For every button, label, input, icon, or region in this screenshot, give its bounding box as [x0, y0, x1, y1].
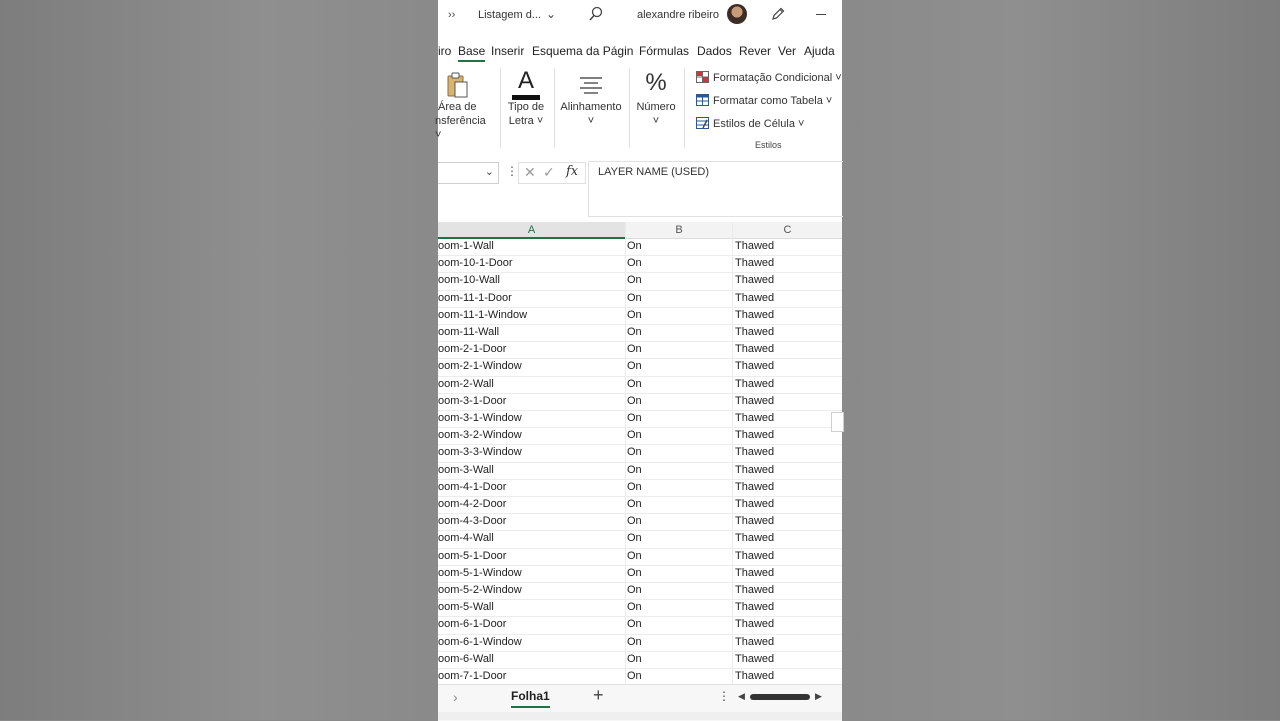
table-row: [438, 616, 842, 634]
cell-b[interactable]: On: [627, 498, 642, 510]
cell-styles-label: Estilos de Célula ˅: [713, 118, 805, 130]
table-row: [438, 462, 842, 480]
cell-a[interactable]: oom-3-Wall: [438, 463, 494, 476]
minimize-icon[interactable]: [816, 14, 826, 15]
cell-c[interactable]: Thawed: [735, 549, 775, 562]
formula-controls: [518, 162, 586, 184]
cell-styles-button[interactable]: [696, 117, 804, 130]
cell-c[interactable]: Thawed: [735, 670, 775, 682]
align-center-icon: [576, 70, 606, 100]
enter-icon[interactable]: ✓: [543, 164, 555, 180]
excel-app: [435, 0, 842, 720]
cell-a[interactable]: oom-6-Wall: [438, 652, 494, 665]
font-label-1: Tipo de: [507, 101, 545, 113]
cell-c[interactable]: Thawed: [735, 532, 775, 545]
cell-b[interactable]: On: [627, 618, 642, 631]
cell-c[interactable]: Thawed: [735, 257, 775, 270]
table-row: [438, 444, 842, 462]
search-icon[interactable]: [588, 6, 604, 22]
document-name[interactable]: Listagem d...: [478, 9, 541, 21]
cell-b[interactable]: On: [627, 670, 642, 682]
cell-a[interactable]: oom-1-Wall: [438, 240, 494, 252]
number-group[interactable]: [634, 68, 678, 128]
cell-b[interactable]: On: [627, 412, 642, 424]
cell-b[interactable]: On: [627, 343, 642, 356]
clipboard-group[interactable]: [435, 68, 494, 142]
cell-c[interactable]: Thawed: [735, 291, 775, 304]
cell-c[interactable]: Thawed: [735, 360, 775, 373]
cell-a[interactable]: oom-4-Wall: [438, 532, 494, 545]
cell-a[interactable]: oom-11-1-Window: [438, 308, 528, 321]
conditional-formatting-icon: [696, 71, 709, 83]
cell-b[interactable]: On: [627, 240, 642, 252]
cell-a[interactable]: oom-3-1-Door: [438, 394, 507, 407]
cell-a[interactable]: oom-4-1-Door: [438, 480, 507, 493]
tab-ver[interactable]: Ver: [778, 44, 797, 58]
table-row: [438, 599, 842, 617]
cell-a[interactable]: oom-11-Wall: [438, 326, 500, 338]
cell-c[interactable]: Thawed: [735, 377, 775, 390]
conditional-formatting-label: Formatação Condicional ˅: [713, 72, 842, 84]
number-label-2: ˅: [652, 115, 660, 127]
cell-b[interactable]: On: [627, 515, 642, 528]
alignment-group[interactable]: [558, 68, 624, 128]
pen-icon[interactable]: [770, 6, 786, 22]
table-row: [438, 668, 842, 685]
table-row: [438, 479, 842, 497]
cell-c[interactable]: Thawed: [735, 240, 775, 252]
chevron-down-icon[interactable]: ⌄: [484, 166, 494, 178]
title-bar: [438, 0, 842, 34]
horizontal-scrollbar[interactable]: [750, 694, 810, 700]
table-row: [438, 358, 842, 376]
cell-c[interactable]: Thawed: [735, 584, 775, 596]
cell-a[interactable]: oom-7-1-Door: [438, 670, 507, 682]
cell-b[interactable]: On: [627, 480, 642, 493]
scroll-left-icon[interactable]: ◀: [738, 691, 745, 701]
ribbon-divider: [500, 68, 501, 148]
cell-a[interactable]: oom-2-1-Door: [438, 343, 507, 356]
cell-c[interactable]: Thawed: [735, 601, 775, 614]
ribbon-divider: [554, 68, 555, 148]
table-row: [438, 427, 842, 445]
tab-file[interactable]: iro: [438, 44, 452, 58]
cell-b[interactable]: On: [627, 566, 642, 579]
cell-b[interactable]: On: [627, 291, 642, 304]
cell-b[interactable]: On: [627, 326, 642, 338]
table-row: [438, 393, 842, 411]
tab-ajuda[interactable]: Ajuda: [804, 44, 835, 58]
cell-a[interactable]: oom-10-1-Door: [438, 257, 513, 270]
cell-b[interactable]: On: [627, 377, 642, 390]
cell-a[interactable]: oom-5-1-Door: [438, 549, 507, 562]
cell-c[interactable]: Thawed: [735, 480, 775, 493]
cell-c[interactable]: Thawed: [735, 498, 775, 510]
cancel-icon[interactable]: ✕: [524, 164, 536, 180]
cell-c[interactable]: Thawed: [735, 326, 775, 338]
cell-c[interactable]: Thawed: [735, 618, 775, 631]
ribbon-divider: [684, 68, 685, 148]
cell-c[interactable]: Thawed: [735, 394, 775, 407]
tab-formulas[interactable]: Fórmulas: [639, 44, 690, 58]
tab-rever[interactable]: Rever: [739, 44, 772, 58]
blurred-backdrop-left: [0, 0, 438, 720]
formula-input[interactable]: [588, 161, 843, 217]
cell-c[interactable]: Thawed: [735, 652, 775, 665]
side-panel-handle[interactable]: [831, 412, 844, 432]
sheet-prev-icon[interactable]: ›: [453, 689, 458, 705]
cell-b[interactable]: On: [627, 308, 642, 321]
cell-a[interactable]: oom-3-3-Window: [438, 446, 522, 459]
format-as-table-button[interactable]: [696, 94, 832, 107]
cell-a[interactable]: oom-6-1-Window: [438, 635, 522, 648]
cell-b[interactable]: On: [627, 652, 642, 665]
cell-b[interactable]: On: [627, 584, 642, 596]
cell-c[interactable]: Thawed: [735, 274, 775, 287]
sheet-more-icon[interactable]: ⋮: [718, 689, 730, 703]
clipboard-label-1: Área de: [438, 101, 477, 113]
sheet-tab-folha1[interactable]: Folha1: [511, 689, 550, 708]
cell-b[interactable]: On: [627, 360, 642, 373]
table-row: [438, 341, 842, 359]
clipboard-label-2: nsferência ˅: [435, 115, 486, 141]
table-row: [438, 324, 842, 342]
tab-esquema[interactable]: Esquema da Págin: [532, 44, 634, 58]
table-row: [438, 634, 842, 652]
cell-b[interactable]: On: [627, 446, 642, 459]
alignment-label-1: Alinhamento: [560, 101, 622, 113]
table-row: [438, 307, 842, 325]
cell-styles-icon: [696, 117, 709, 129]
table-row: [438, 513, 842, 531]
cell-a[interactable]: oom-4-3-Door: [438, 515, 507, 528]
cell-b[interactable]: On: [627, 601, 642, 614]
cell-b[interactable]: On: [627, 463, 642, 476]
table-row: [438, 376, 842, 394]
cell-c[interactable]: Thawed: [735, 343, 775, 356]
format-as-table-label: Formatar como Tabela ˅: [713, 95, 833, 107]
table-row: [438, 651, 842, 669]
clipboard-icon: [442, 70, 472, 100]
cell-a[interactable]: oom-2-1-Window: [438, 360, 522, 373]
tab-base[interactable]: Base: [458, 44, 485, 62]
cell-c[interactable]: Thawed: [735, 635, 775, 648]
table-row: [438, 582, 842, 600]
cell-a[interactable]: oom-6-1-Door: [438, 618, 507, 631]
cell-c[interactable]: Thawed: [735, 308, 775, 321]
cell-a[interactable]: oom-5-1-Window: [438, 566, 522, 579]
column-header-a[interactable]: A: [438, 222, 625, 239]
column-header-b[interactable]: B: [626, 222, 732, 239]
table-row: [438, 410, 842, 428]
font-group[interactable]: [504, 68, 548, 128]
status-bar: [438, 712, 842, 720]
cell-b[interactable]: On: [627, 274, 642, 287]
font-label-2: Letra ˅: [508, 115, 544, 127]
number-label-1: Número: [636, 101, 676, 113]
cell-b[interactable]: On: [627, 549, 642, 562]
cell-c[interactable]: Thawed: [735, 446, 775, 459]
table-row: [438, 255, 842, 273]
column-header-c[interactable]: C: [733, 222, 842, 239]
cell-a[interactable]: oom-5-2-Window: [438, 584, 522, 596]
conditional-formatting-button[interactable]: [696, 71, 842, 84]
percent-icon: %: [645, 69, 667, 96]
cell-c[interactable]: Thawed: [735, 566, 775, 579]
cell-a[interactable]: oom-3-2-Window: [438, 429, 522, 442]
cell-c[interactable]: Thawed: [735, 463, 775, 476]
table-row: [438, 548, 842, 566]
cell-c[interactable]: Thawed: [735, 429, 775, 442]
insert-function-icon[interactable]: fx: [566, 164, 579, 179]
table-row: [438, 290, 842, 308]
cell-b[interactable]: On: [627, 429, 642, 442]
cell-b[interactable]: On: [627, 635, 642, 648]
cell-c[interactable]: Thawed: [735, 412, 775, 424]
overflow-chevron-icon[interactable]: ››: [448, 9, 456, 21]
table-row: [438, 238, 842, 256]
cell-a[interactable]: oom-5-Wall: [438, 601, 494, 614]
cell-a[interactable]: oom-2-Wall: [438, 377, 494, 390]
styles-group-label: Estilos: [755, 140, 782, 150]
table-row: [438, 530, 842, 548]
cell-a[interactable]: oom-4-2-Door: [438, 498, 507, 510]
cell-a[interactable]: oom-10-Wall: [438, 274, 500, 287]
cell-b[interactable]: On: [627, 394, 642, 407]
more-options-icon[interactable]: ⋮: [506, 164, 518, 178]
blurred-backdrop-right: [842, 0, 1280, 720]
alignment-label-2: ˅: [587, 115, 595, 127]
cell-b[interactable]: On: [627, 532, 642, 545]
user-name[interactable]: alexandre ribeiro: [637, 9, 719, 21]
tab-inserir[interactable]: Inserir: [491, 44, 525, 58]
cell-a[interactable]: oom-3-1-Window: [438, 412, 522, 424]
avatar[interactable]: [727, 4, 747, 24]
tab-dados[interactable]: Dados: [697, 44, 732, 58]
formula-text: LAYER NAME (USED): [598, 166, 710, 178]
formula-bar: [438, 154, 842, 222]
name-box[interactable]: [438, 162, 499, 184]
cell-a[interactable]: oom-11-1-Door: [438, 291, 512, 304]
scroll-right-icon[interactable]: ▶: [815, 691, 822, 701]
font-color-icon: A: [504, 68, 548, 100]
format-table-icon: [696, 94, 709, 106]
table-row: [438, 272, 842, 290]
table-row: [438, 496, 842, 514]
chevron-down-icon[interactable]: ⌄: [546, 7, 557, 21]
ribbon-tabs: [438, 38, 842, 64]
ribbon: [435, 64, 842, 155]
ribbon-divider: [629, 68, 630, 148]
table-row: [438, 565, 842, 583]
add-sheet-icon[interactable]: +: [593, 685, 604, 705]
cell-c[interactable]: Thawed: [735, 515, 775, 528]
cell-b[interactable]: On: [627, 257, 642, 270]
